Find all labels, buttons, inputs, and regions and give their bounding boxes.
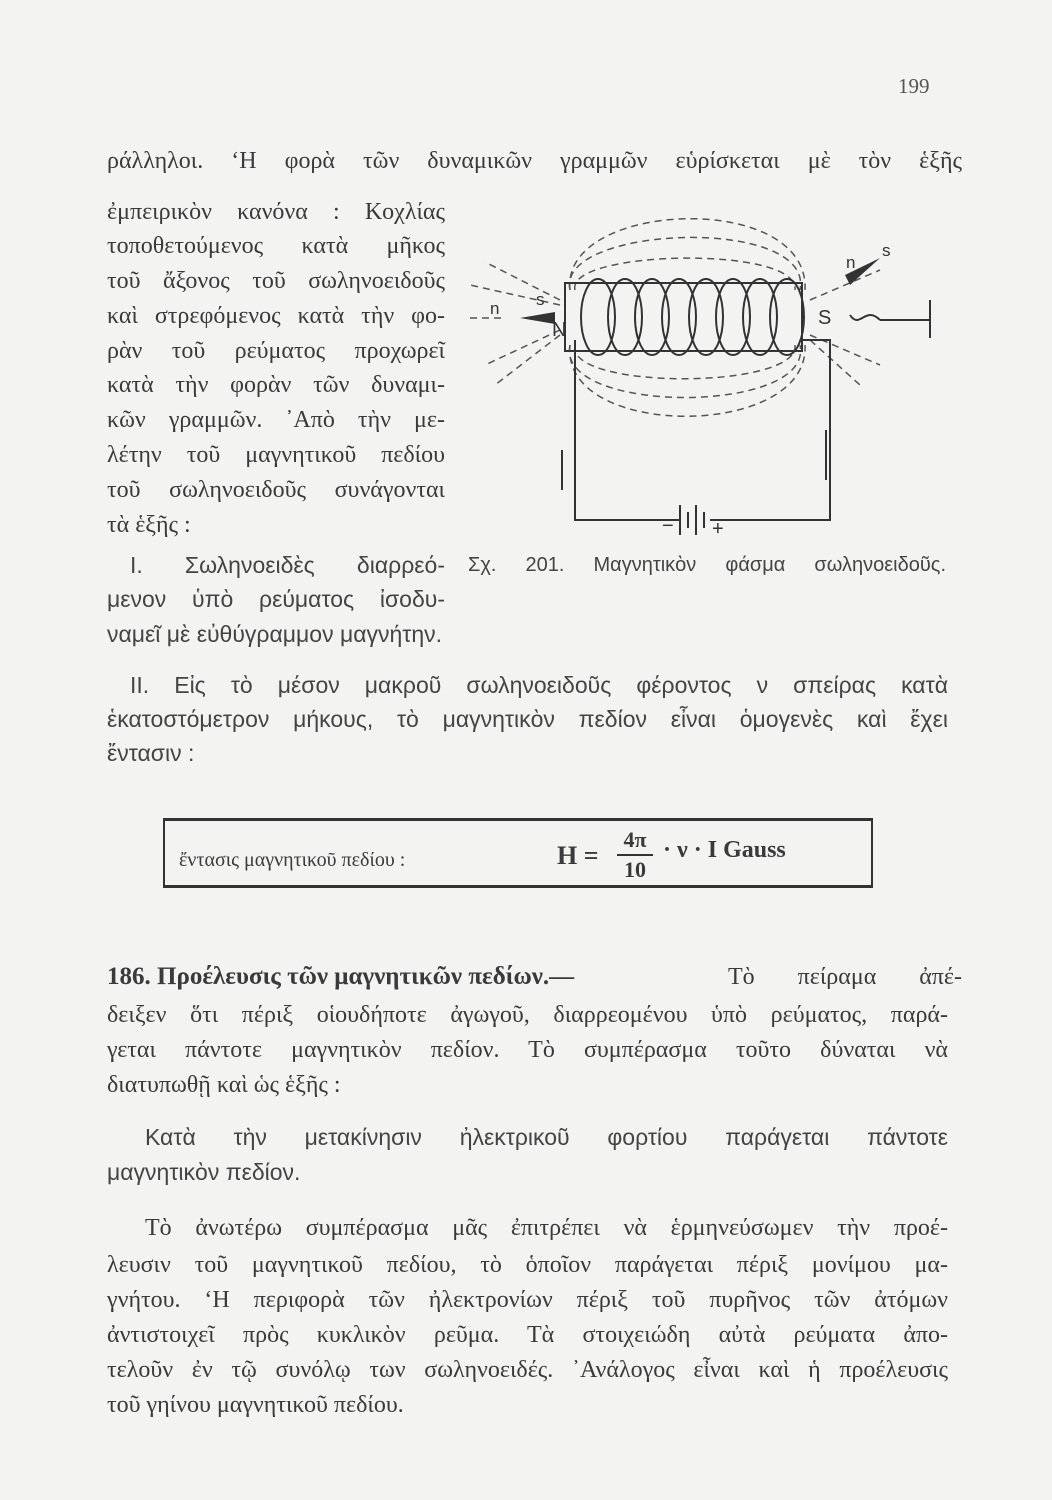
rule-one-line: I. Σωληνοειδὲς διαρρεό- bbox=[130, 552, 445, 578]
text-line: λέτην τοῦ μαγνητικοῦ πεδίου bbox=[107, 442, 445, 468]
label-S: S bbox=[818, 307, 832, 329]
text-line: γνήτου. ‘Η περιφορὰ τῶν ἠλεκτρονίων πέριξ τοῦ πυρῆνος τῶν ἀτόμων bbox=[107, 1287, 948, 1313]
label-n-left: n bbox=[490, 299, 500, 318]
rule-one-line: ναμεῖ μὲ εὐθύγραμμον μαγνήτην. bbox=[107, 621, 443, 647]
solenoid-coil bbox=[565, 279, 804, 355]
compass-needle-left bbox=[520, 312, 555, 324]
formula-rest: · ν · I Gauss bbox=[663, 837, 786, 863]
text-line: ἐμπειρικὸν κανόνα : Κοχλίας bbox=[107, 199, 445, 225]
text-line: κατὰ τὴν φορὰν τῶν δυναμι- bbox=[107, 372, 445, 398]
text-line: δειξεν ὅτι πέριξ οἱουδήποτε ἀγωγοῦ, διαρρεομένου ὑπὸ ρεύματος, παρά- bbox=[107, 1002, 948, 1028]
page-number: 199 bbox=[898, 74, 930, 98]
formula-label: ἔντασις μαγνητικοῦ πεδίου : bbox=[179, 849, 406, 871]
rule-two-line: ἑκατοστόμετρον μήκους, τὸ μαγνητικὸν πεδίον εἶναι ὁμογενὲς καὶ ἔχει bbox=[107, 706, 948, 732]
label-s-right: s bbox=[882, 241, 891, 260]
rule-two-line: II. Εἰς τὸ μέσον μακροῦ σωληνοειδοῦς φέροντος ν σπείρας κατὰ bbox=[130, 672, 948, 698]
text-line: λευσιν τοῦ μαγνητικοῦ πεδίου, τὸ ὁποῖον παράγεται πέριξ μονίμου μα- bbox=[107, 1252, 948, 1278]
rule-one-line: μενον ὑπὸ ρεύματος ἰσοδυ- bbox=[107, 586, 445, 612]
section-heading: 186. Προέλευσις τῶν μαγνητικῶν πεδίων.— bbox=[107, 963, 575, 990]
statement-line: Κατὰ τὴν μετακίνησιν ἠλεκτρικοῦ φορτίου παράγεται πάντοτε bbox=[145, 1124, 948, 1150]
text-line: ρὰν τοῦ ρεύματος προχωρεῖ bbox=[107, 338, 445, 364]
formula-numerator: 4π bbox=[623, 827, 647, 852]
formula-denominator: 10 bbox=[624, 857, 646, 882]
text-line: γεται πάντοτε μαγνητικὸν πεδίον. Τὸ συμπέρασμα τοῦτο δύναται νὰ bbox=[107, 1037, 948, 1063]
figure-caption: Σχ. 201. Μαγνητικὸν φάσμα σωληνοειδοῦς. bbox=[468, 554, 946, 576]
statement-line: μαγνητικὸν πεδίον. bbox=[107, 1159, 301, 1185]
text-line: τὰ ἑξῆς : bbox=[107, 512, 191, 538]
rule-two-line: ἔντασιν : bbox=[107, 740, 195, 766]
label-n-right: n bbox=[846, 253, 856, 272]
text-line: τοῦ γηίνου μαγνητικοῦ πεδίου. bbox=[107, 1392, 404, 1418]
formula-lhs: H = bbox=[557, 841, 599, 870]
text-line: τοποθετούμενος κατὰ μῆκος bbox=[107, 233, 445, 259]
text-line: καὶ στρεφόμενος κατὰ τὴν φο- bbox=[107, 303, 445, 329]
text-line: Τὸ ἀνωτέρω συμπέρασμα μᾶς ἐπιτρέπει νὰ ἑρμηνεύσωμεν τὴν προέ- bbox=[145, 1215, 948, 1241]
text-line: τοῦ ἄξονος τοῦ σωληνοειδοῦς bbox=[107, 268, 445, 294]
text-line: τοῦ σωληνοειδοῦς συνάγονται bbox=[107, 477, 445, 503]
text-line: Τὸ πείραμα ἀπέ- bbox=[728, 964, 962, 990]
text-line: τελοῦν ἐν τῷ συνόλῳ των σωληνοειδές. ᾿Ανάλογος εἶναι καὶ ἡ προέλευσις bbox=[107, 1357, 948, 1383]
text-line: ράλληλοι. ‘Η φορὰ τῶν δυναμικῶν γραμμῶν εὑρίσκεται μὲ τὸν ἑξῆς bbox=[107, 148, 962, 174]
text-line: ἀντιστοιχεῖ πρὸς κυκλικὸν ρεῦμα. Τὰ στοιχειώδη αὐτὰ ρεύματα ἀπο- bbox=[107, 1322, 948, 1348]
text-line: διατυπωθῇ καὶ ὡς ἑξῆς : bbox=[107, 1072, 341, 1098]
battery-plus: + bbox=[712, 518, 724, 540]
battery-minus: − bbox=[662, 515, 674, 537]
text-line: κῶν γραμμῶν. ᾿Απὸ τὴν με- bbox=[107, 407, 445, 433]
label-s-left: s bbox=[536, 290, 545, 309]
label-N: N bbox=[552, 319, 567, 341]
